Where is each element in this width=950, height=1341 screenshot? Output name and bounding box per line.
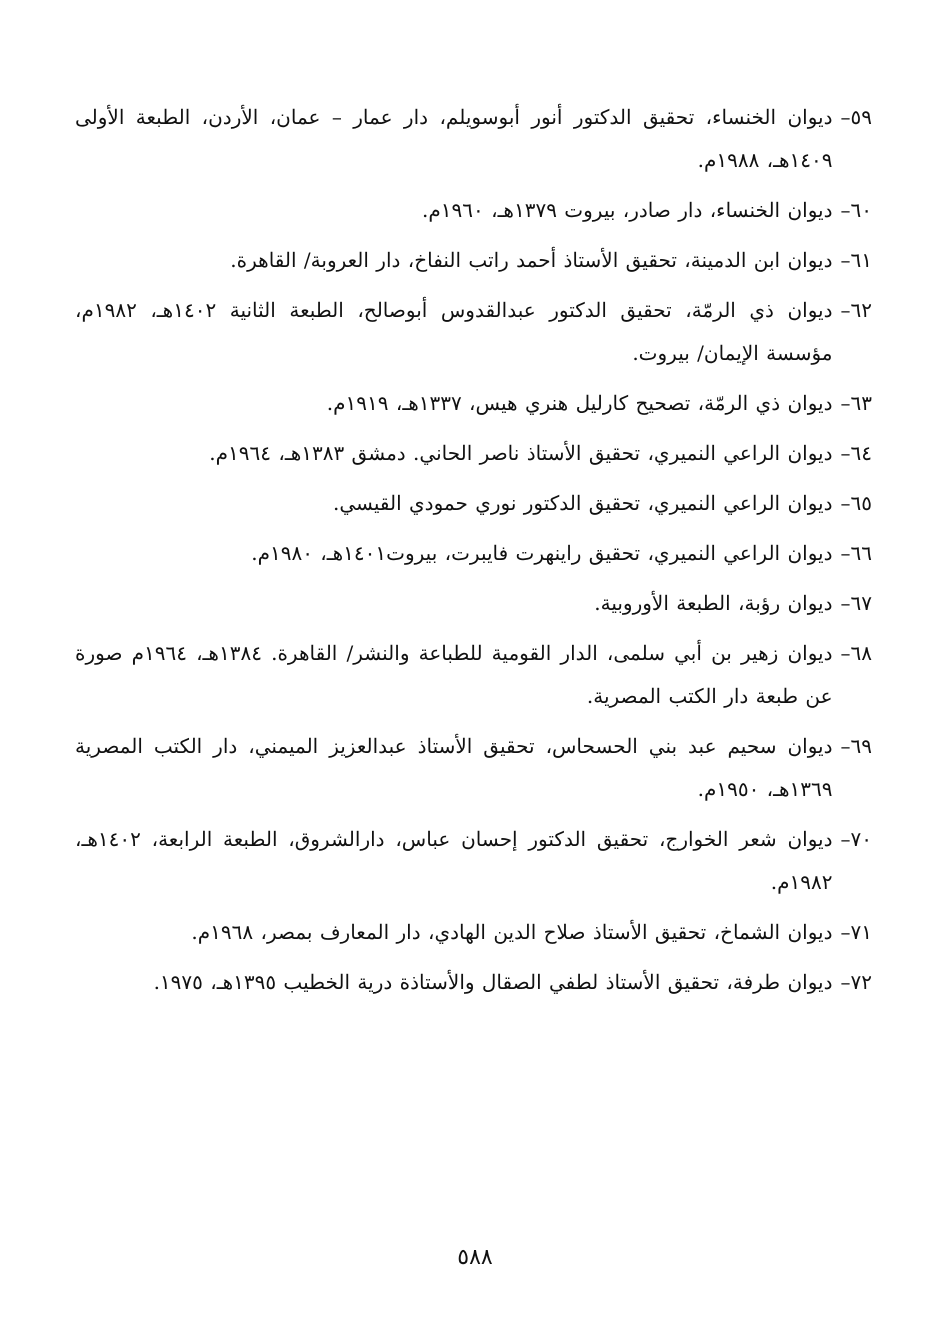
entry-text: ديوان شعر الخوارج، تحقيق الدكتور إحسان عباس، دارالشروق، الطبعة الرابعة، ١٤٠٢هـ، ١٩٨٢م. [75, 827, 833, 894]
entry-number: ٧٠– [840, 827, 872, 851]
bibliography-entry [75, 818, 872, 904]
entry-text: ديوان الخنساء، تحقيق الدكتور أنور أبوسويلم، دار عمار – عمان، الأردن، الطبعة الأولى ١٤٠٩هـ، ١٩٨٨م. [75, 105, 833, 172]
bibliography-list [75, 96, 872, 1011]
entry-number: ٦٧– [840, 591, 872, 615]
bibliography-entry [75, 632, 872, 718]
entry-text: ديوان الراعي النميري، تحقيق راينهرت فايبرت، بيروت١٤٠١هـ، ١٩٨٠م. [251, 541, 833, 565]
entry-number: ٦٤– [840, 441, 872, 465]
bibliography-entry [75, 96, 872, 182]
bibliography-entry [75, 382, 872, 425]
entry-text: ديوان الشماخ، تحقيق الأستاذ صلاح الدين الهادي، دار المعارف بمصر، ١٩٦٨م. [191, 920, 833, 944]
bibliography-entry [75, 289, 872, 375]
bibliography-entry [75, 532, 872, 575]
bibliography-entry [75, 189, 872, 232]
entry-text: ديوان الراعي النميري، تحقيق الأستاذ ناصر الحاني. دمشق ١٣٨٣هـ، ١٩٦٤م. [209, 441, 833, 465]
entry-number: ٦٦– [840, 541, 872, 565]
entry-number: ٥٩– [840, 105, 872, 129]
bibliography-entry [75, 432, 872, 475]
entry-number: ٧٢– [840, 970, 872, 994]
bibliography-entry [75, 239, 872, 282]
entry-number: ٦٢– [840, 298, 872, 322]
entry-text: ديوان ابن الدمينة، تحقيق الأستاذ أحمد راتب النفاخ، دار العروبة/ القاهرة. [230, 248, 833, 272]
entry-number: ٦٨– [840, 641, 872, 665]
entry-text: ديوان ذي الرمّة، تصحيح كارليل هنري هيس، ١٣٣٧هـ، ١٩١٩م. [326, 391, 833, 415]
page-number: ٥٨٨ [457, 1245, 493, 1270]
entry-number: ٦١– [840, 248, 872, 272]
entry-text: ديوان سحيم عبد بني الحسحاس، تحقيق الأستاذ عبدالعزيز الميمني، دار الكتب المصرية ١٣٦٩هـ، ١٩٥٠م. [75, 734, 833, 801]
entry-number: ٦٥– [840, 491, 872, 515]
entry-text: ديوان رؤبة، الطبعة الأوروبية. [594, 591, 833, 615]
entry-text: ديوان الراعي النميري، تحقيق الدكتور نوري حمودي القيسي. [332, 491, 833, 515]
entry-number: ٦٩– [840, 734, 872, 758]
entry-text: ديوان زهير بن أبي سلمى، الدار القومية للطباعة والنشر/ القاهرة. ١٣٨٤هـ، ١٩٦٤م صورة عن طبعة دار الكتب المصرية. [75, 641, 833, 708]
entry-number: ٦٠– [840, 198, 872, 222]
entry-text: ديوان الخنساء، دار صادر، بيروت ١٣٧٩هـ، ١٩٦٠م. [422, 198, 833, 222]
entry-number: ٦٣– [840, 391, 872, 415]
entry-text: ديوان طرفة، تحقيق الأستاذ لطفي الصقال والأستاذة درية الخطيب ١٣٩٥هـ، ١٩٧٥. [153, 970, 833, 994]
bibliography-entry [75, 961, 872, 1004]
entry-text: ديوان ذي الرمّة، تحقيق الدكتور عبدالقدوس أبوصالح، الطبعة الثانية ١٤٠٢هـ، ١٩٨٢م، مؤسسة الإيمان/ بيروت. [75, 298, 833, 365]
bibliography-entry [75, 582, 872, 625]
bibliography-entry [75, 482, 872, 525]
bibliography-entry [75, 725, 872, 811]
entry-number: ٧١– [840, 920, 872, 944]
bibliography-entry [75, 911, 872, 954]
